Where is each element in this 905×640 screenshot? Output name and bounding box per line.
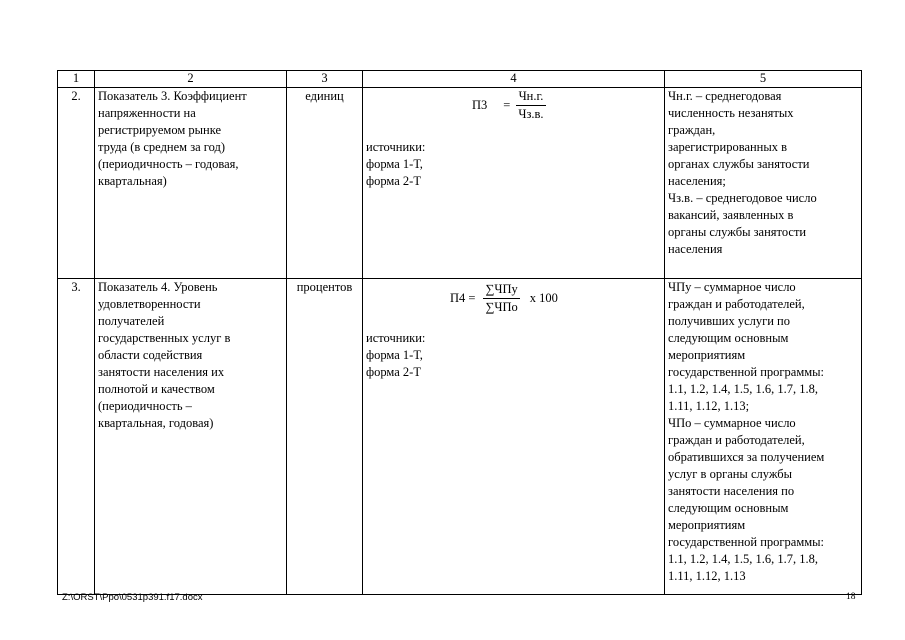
data-sources: источники: форма 1-Т, форма 2-Т — [366, 140, 426, 188]
column-header-4: 4 — [363, 71, 665, 88]
footer-file-path: Z:\ORST\Ppo\0531p391.f17.docx — [62, 592, 203, 603]
formula-numerator: ∑ЧПу — [483, 281, 519, 299]
row-number: 2. — [58, 88, 95, 279]
unit-of-measure: единиц — [287, 88, 363, 279]
row-number: 3. — [58, 279, 95, 595]
formula — [366, 88, 661, 123]
table-row — [58, 88, 862, 279]
formula-numerator: Чн.г. — [516, 88, 545, 106]
formula-denominator: Чз.в. — [518, 107, 544, 121]
header-row — [58, 71, 862, 88]
indicator-table — [57, 70, 862, 595]
formula-denominator: ∑ЧПо — [485, 300, 518, 314]
variable-definitions: ЧПу – суммарное число граждан и работодателей, получивших услуги по следующим основным мероприятиям государственной программы: 1.1, 1.2, 1.4, 1.5, 1.6, 1.7, 1.8, 1.11, 1.12, 1.13; ЧПо – суммарное число граждан и работодателей, обратившихся за получением услуг в органы службы занятости населения по следующим основным мероприятиям государственной программы: 1.1, 1.2, 1.4, 1.5, 1.6, 1.7, 1.8, 1.11, 1.12, 1.13 — [665, 279, 862, 595]
formula-fraction — [483, 281, 519, 316]
column-header-1: 1 — [58, 71, 95, 88]
formula-lhs: П4 = — [450, 291, 476, 305]
indicator-description: Показатель 4. Уровень удовлетворенности получателей государственных услуг в области содействия занятости населения их полнотой и качеством (периодичность – квартальная, годовая) — [95, 279, 287, 595]
formula-cell — [363, 279, 665, 595]
column-header-2: 2 — [95, 71, 287, 88]
formula — [366, 281, 661, 316]
formula-lhs: П3 — [472, 98, 488, 112]
variable-definitions: Чн.г. – среднегодовая численность незанятых граждан, зарегистрированных в органах службы занятости населения; Чз.в. – среднегодовое число вакансий, заявленных в органы службы занятости населения — [665, 88, 862, 279]
footer-page-number: 18 — [846, 592, 856, 602]
data-sources: источники: форма 1-Т, форма 2-Т — [366, 331, 426, 379]
column-header-5: 5 — [665, 71, 862, 88]
formula-cell — [363, 88, 665, 279]
table-row — [58, 279, 862, 595]
column-header-3: 3 — [287, 71, 363, 88]
indicator-description: Показатель 3. Коэффициент напряженности на регистрируемом рынке труда (в среднем за год) (периодичность – годовая, квартальная) — [95, 88, 287, 279]
formula-equals: = — [503, 98, 511, 112]
unit-of-measure: процентов — [287, 279, 363, 595]
formula-multiplier: x 100 — [529, 291, 558, 305]
formula-fraction — [516, 88, 545, 123]
